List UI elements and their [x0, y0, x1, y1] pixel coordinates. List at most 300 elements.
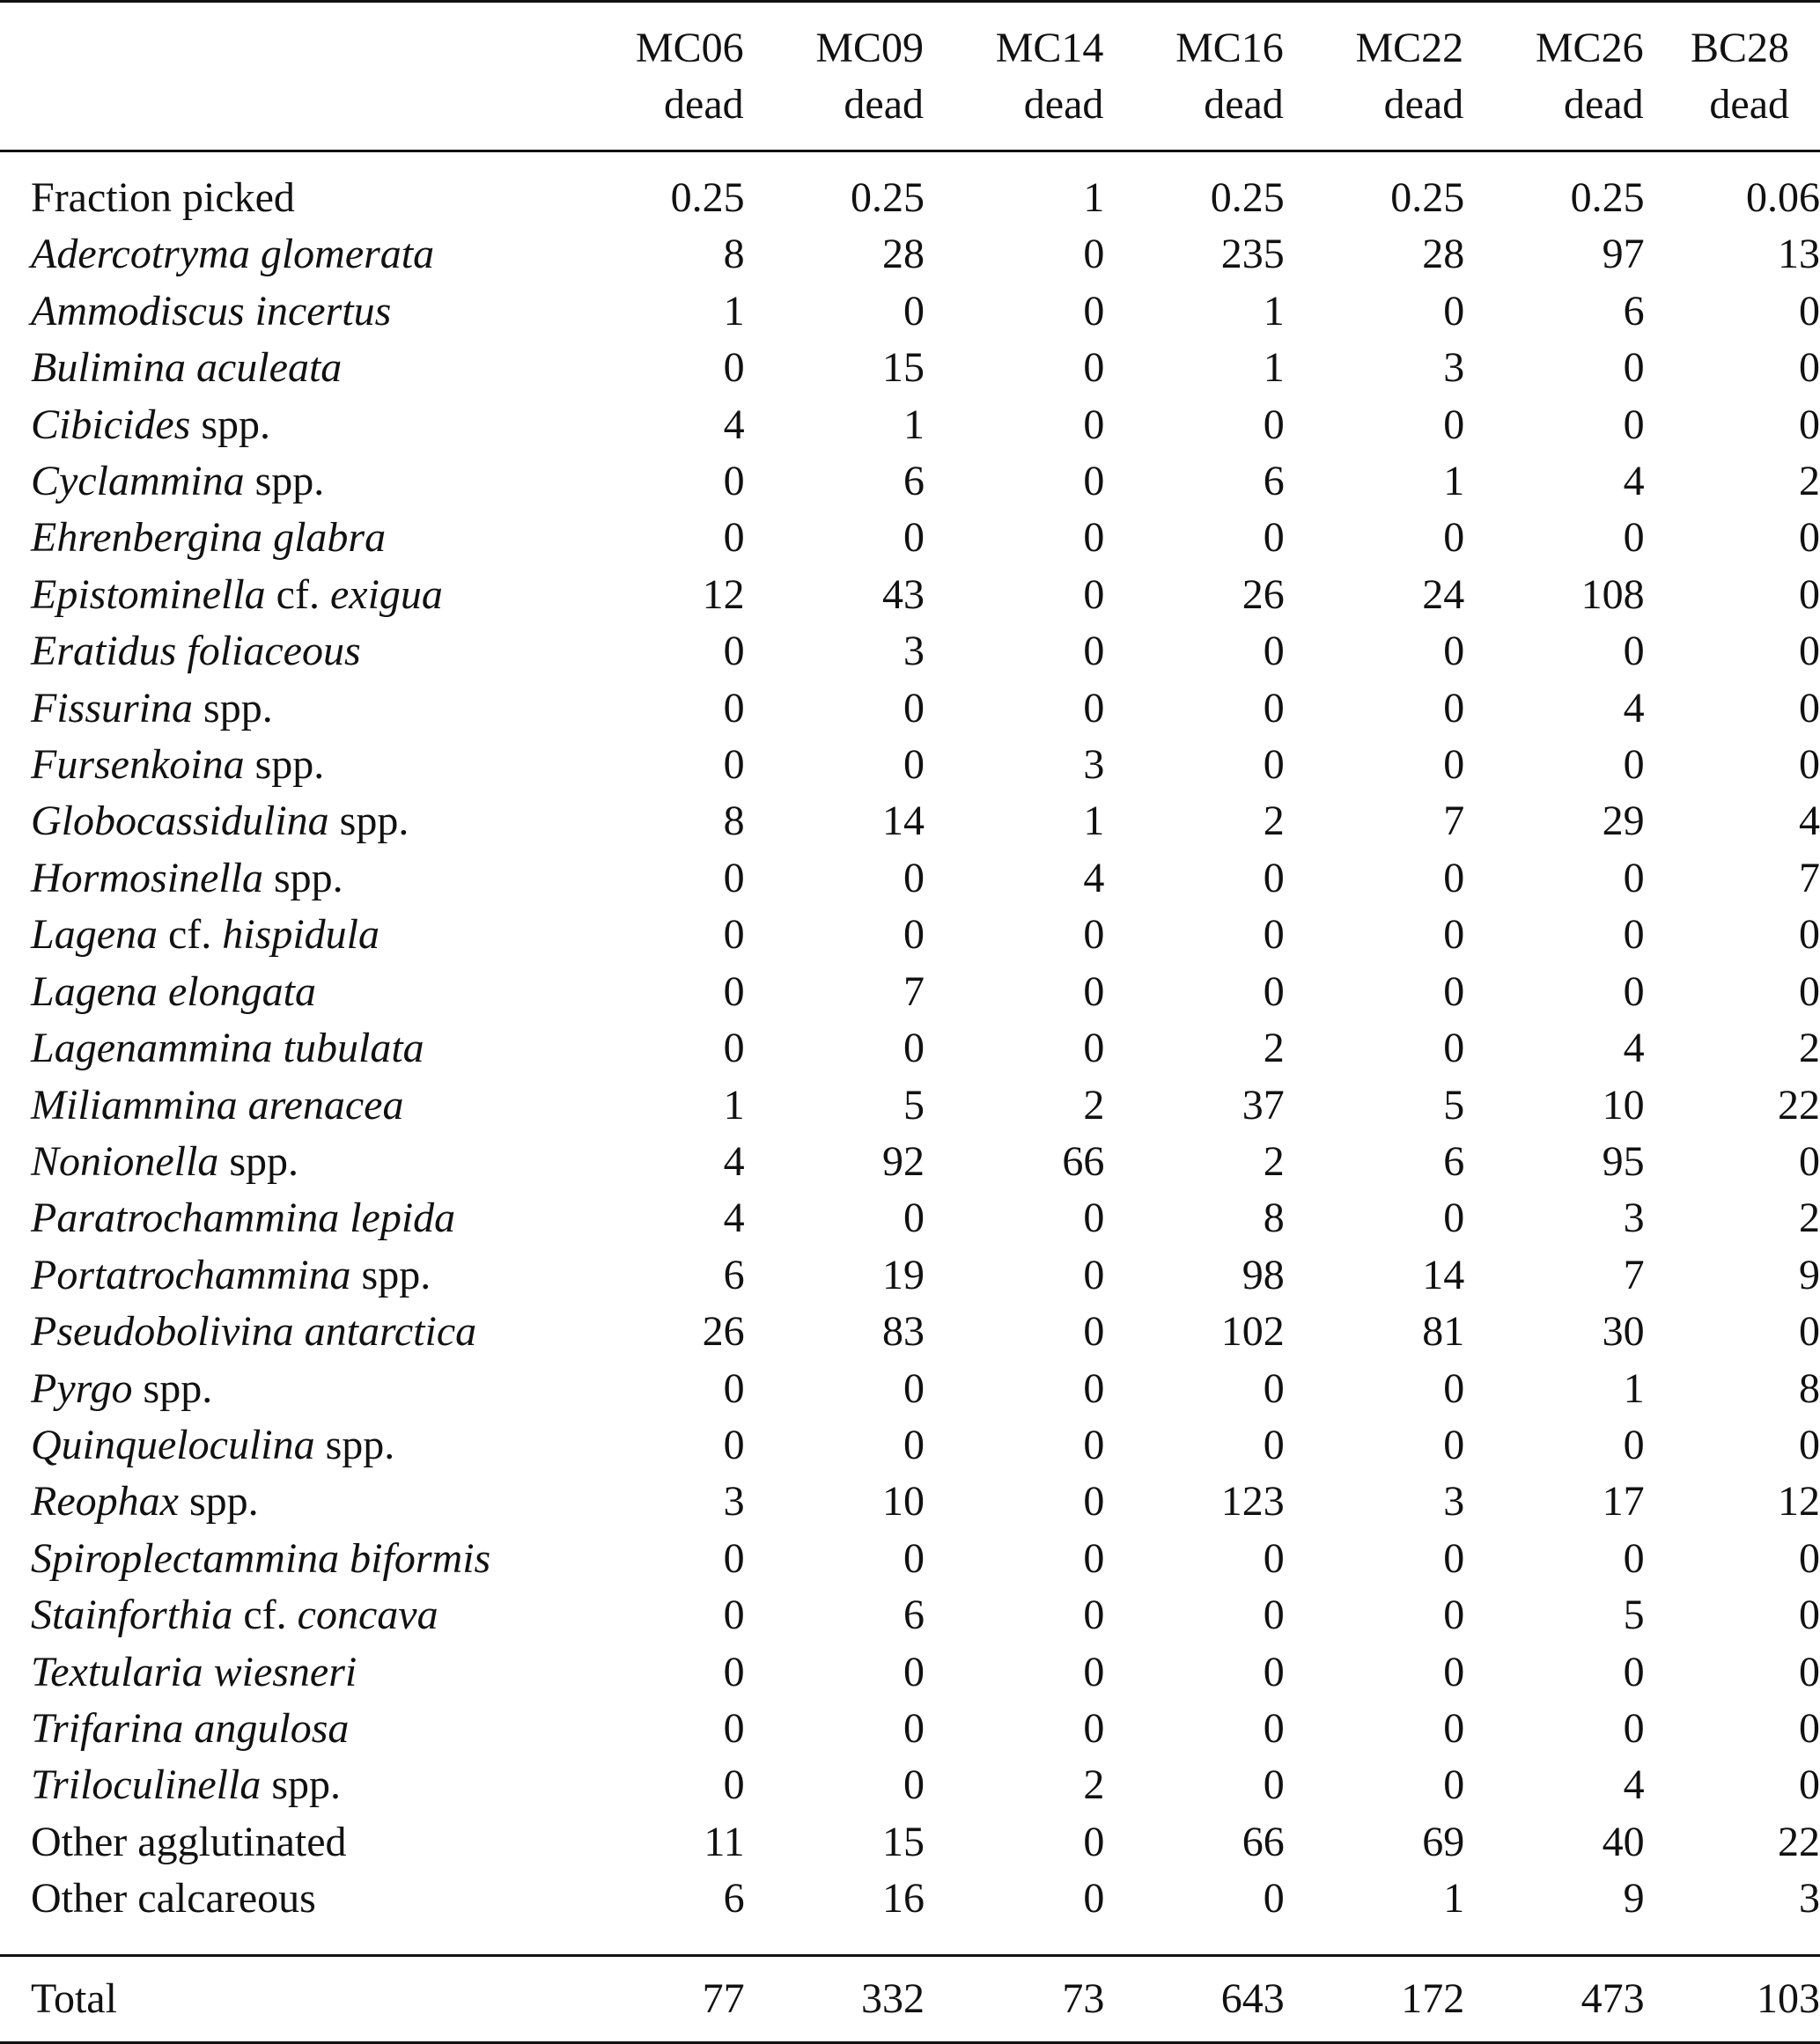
species-name-cell — [0, 1304, 564, 1360]
table-row — [0, 737, 1820, 793]
count-cell: 123 — [1220, 1478, 1285, 1526]
count-cell: 13 — [1778, 231, 1820, 278]
table-row — [0, 1871, 1820, 1955]
species-name-cell — [0, 510, 564, 566]
count-cell: 0 — [1799, 1592, 1820, 1639]
header-station: MC06 — [635, 25, 744, 71]
species-name-cell — [0, 907, 564, 963]
count-cell: 0 — [1443, 684, 1465, 732]
count-cell: 0 — [1799, 1137, 1820, 1185]
table-row — [0, 1644, 1820, 1701]
taxon-name-text: spp. — [314, 1421, 395, 1468]
count-cell: 2 — [1083, 1081, 1105, 1129]
count-cell: 0 — [1443, 628, 1465, 675]
header-column — [925, 2, 1104, 151]
count-cell: 0 — [903, 287, 925, 335]
taxon-name-italic: Fursenkoina — [31, 741, 245, 789]
count-cell: 0 — [1623, 741, 1645, 789]
count-cell: 6 — [723, 1875, 745, 1923]
count-cell: 0.25 — [1390, 174, 1465, 221]
count-cell: 7 — [1623, 1251, 1645, 1298]
species-name-cell — [0, 1701, 564, 1757]
count-cell: 0 — [903, 1761, 925, 1809]
table-row — [0, 453, 1820, 510]
species-name-cell — [0, 1474, 564, 1530]
count-cell: 0 — [723, 628, 745, 675]
header-column — [1645, 2, 1820, 151]
count-cell: 0 — [1623, 854, 1645, 901]
taxon-name-italic: Paratrochammina lepida — [31, 1195, 456, 1242]
count-cell: 26 — [1242, 570, 1285, 618]
count-cell: 28 — [1422, 231, 1465, 278]
species-name-cell — [0, 340, 564, 396]
count-cell: 8 — [723, 798, 745, 845]
table-row — [0, 1531, 1820, 1587]
count-cell: 0 — [1799, 570, 1820, 618]
count-cell: 0 — [1083, 287, 1105, 335]
count-cell: 0 — [723, 911, 745, 959]
count-cell: 14 — [882, 798, 925, 845]
total-value: 172 — [1285, 1955, 1464, 2042]
count-cell: 0 — [1083, 1364, 1105, 1412]
species-name-cell — [0, 1871, 564, 1955]
header-column — [1464, 2, 1644, 151]
count-cell: 0 — [1443, 1534, 1465, 1582]
table-row — [0, 1020, 1820, 1077]
taxon-name-text: cf. — [232, 1592, 298, 1639]
count-cell: 0 — [903, 741, 925, 789]
count-cell: 0 — [1083, 1308, 1105, 1356]
taxon-name-italic: Nonionella — [31, 1137, 219, 1185]
count-cell: 0 — [1799, 967, 1820, 1015]
taxon-name-text: spp. — [218, 1137, 299, 1185]
total-value: 332 — [745, 1955, 925, 2042]
total-value: 77 — [564, 1955, 744, 2042]
count-cell: 1 — [1263, 344, 1285, 392]
count-cell: 29 — [1602, 798, 1645, 845]
header-station: MC16 — [1175, 25, 1284, 71]
table-row — [0, 1814, 1820, 1871]
taxon-name-italic: Spiroplectammina biformis — [31, 1534, 491, 1582]
taxon-name-italic: Eratidus foliaceous — [31, 628, 361, 675]
header-station: MC22 — [1355, 25, 1464, 71]
count-cell: 0 — [1263, 628, 1285, 675]
species-name-cell — [0, 1247, 564, 1304]
table-row — [0, 340, 1820, 396]
count-cell: 4 — [723, 1137, 745, 1185]
count-cell: 0 — [1263, 1648, 1285, 1695]
count-cell: 24 — [1422, 570, 1465, 618]
count-cell: 6 — [903, 1592, 925, 1639]
taxon-name-italic: Stainforthia — [31, 1592, 233, 1639]
header-status: dead — [1023, 81, 1104, 128]
count-cell: 4 — [723, 401, 745, 448]
table-row — [0, 1190, 1820, 1246]
taxon-name-italic: Pseudobolivina antarctica — [31, 1308, 477, 1356]
count-cell: 0 — [1443, 1592, 1465, 1639]
count-cell: 108 — [1581, 570, 1645, 618]
table-row — [0, 1247, 1820, 1304]
count-cell: 1 — [1263, 287, 1285, 335]
taxon-name-text: spp. — [190, 401, 270, 448]
count-cell: 0 — [723, 1025, 745, 1072]
count-cell: 1 — [1083, 798, 1105, 845]
taxon-name-text: Other calcareous — [31, 1875, 316, 1923]
count-cell: 1 — [1083, 174, 1105, 221]
count-cell: 0 — [1443, 741, 1465, 789]
count-cell: 0 — [1263, 1534, 1285, 1582]
count-cell: 0 — [1263, 514, 1285, 562]
count-cell: 0 — [1083, 514, 1105, 562]
count-cell: 0 — [723, 458, 745, 505]
total-value: 73 — [925, 1955, 1104, 2042]
count-cell: 0 — [1799, 628, 1820, 675]
count-cell: 0 — [1443, 1025, 1465, 1072]
count-cell: 0 — [1083, 1195, 1105, 1242]
taxon-name-text: Fraction picked — [31, 174, 295, 221]
table-row — [0, 1134, 1820, 1190]
count-cell: 6 — [1623, 287, 1645, 335]
count-cell: 0 — [1263, 1421, 1285, 1468]
species-name-cell — [0, 793, 564, 849]
species-name-cell — [0, 1531, 564, 1587]
count-cell: 4 — [1623, 458, 1645, 505]
count-cell: 0 — [723, 741, 745, 789]
table-row — [0, 680, 1820, 737]
count-cell: 1 — [723, 1081, 745, 1129]
count-cell: 0 — [1083, 458, 1105, 505]
count-cell: 5 — [1443, 1081, 1465, 1129]
count-cell: 0 — [1443, 1761, 1465, 1809]
count-cell: 0 — [1083, 570, 1105, 618]
count-cell: 0 — [1799, 1308, 1820, 1356]
species-name-cell — [0, 623, 564, 680]
taxon-name-italic: concava — [297, 1592, 438, 1639]
header-column — [1285, 2, 1464, 151]
count-cell: 0 — [1083, 344, 1105, 392]
count-cell: 10 — [1602, 1081, 1645, 1129]
taxon-name-text: spp. — [328, 798, 409, 845]
count-cell: 12 — [1778, 1478, 1820, 1526]
count-cell: 0 — [903, 1704, 925, 1752]
header-station: MC26 — [1535, 25, 1644, 71]
total-row — [0, 1955, 1820, 2042]
count-cell: 1 — [723, 287, 745, 335]
taxon-name-text: spp. — [193, 684, 273, 732]
count-cell: 6 — [1263, 458, 1285, 505]
count-cell: 0 — [1443, 1704, 1465, 1752]
taxon-name-text: spp. — [244, 458, 325, 505]
count-cell: 30 — [1602, 1308, 1645, 1356]
count-cell: 0 — [1799, 911, 1820, 959]
count-cell: 66 — [1242, 1818, 1285, 1865]
count-cell: 0 — [1443, 1421, 1465, 1468]
count-cell: 0 — [1083, 1704, 1105, 1752]
count-cell: 0 — [1623, 1534, 1645, 1582]
count-cell: 0 — [723, 514, 745, 562]
table-row — [0, 1304, 1820, 1360]
count-cell: 0 — [903, 1025, 925, 1072]
taxon-name-text: spp. — [244, 741, 325, 789]
count-cell: 15 — [882, 344, 925, 392]
count-cell: 10 — [882, 1478, 925, 1526]
count-cell: 0 — [1623, 344, 1645, 392]
taxon-name-italic: Pyrgo — [31, 1364, 133, 1412]
table-row — [0, 1757, 1820, 1813]
header-row — [0, 2, 1820, 151]
count-cell: 0 — [1083, 1421, 1105, 1468]
count-cell: 0 — [1263, 1364, 1285, 1412]
taxon-name-italic: hispidula — [222, 911, 379, 959]
count-cell: 0 — [723, 1421, 745, 1468]
taxon-name-text: spp. — [261, 1761, 342, 1809]
table-row — [0, 907, 1820, 963]
count-cell: 0 — [723, 344, 745, 392]
count-cell: 0 — [1799, 1704, 1820, 1752]
taxon-name-italic: Epistominella — [31, 570, 266, 618]
count-cell: 0 — [1083, 1875, 1105, 1923]
count-cell: 0 — [1263, 401, 1285, 448]
count-cell: 0 — [1263, 1875, 1285, 1923]
count-cell: 0 — [903, 1534, 925, 1582]
table-row — [0, 283, 1820, 340]
count-cell: 0 — [1083, 628, 1105, 675]
count-cell: 0 — [1083, 1818, 1105, 1865]
count-cell: 0 — [723, 854, 745, 901]
count-cell: 3 — [1443, 344, 1465, 392]
taxon-name-text: Other agglutinated — [31, 1818, 347, 1865]
taxon-name-italic: Bulimina aculeata — [31, 344, 343, 392]
taxon-name-italic: Trifarina angulosa — [31, 1704, 350, 1752]
count-cell: 66 — [1062, 1137, 1105, 1185]
count-cell: 97 — [1602, 231, 1645, 278]
count-cell: 0 — [1799, 344, 1820, 392]
count-cell: 98 — [1242, 1251, 1285, 1298]
count-cell: 0 — [1443, 911, 1465, 959]
count-cell: 0 — [723, 1704, 745, 1752]
count-cell: 0 — [1623, 514, 1645, 562]
count-cell: 7 — [903, 967, 925, 1015]
count-cell: 0 — [903, 1648, 925, 1695]
count-cell: 28 — [882, 231, 925, 278]
count-cell: 0 — [1083, 401, 1105, 448]
count-cell: 0 — [1263, 684, 1285, 732]
table-row — [0, 567, 1820, 623]
count-cell: 0 — [1799, 401, 1820, 448]
count-cell: 9 — [1799, 1251, 1820, 1298]
count-cell: 0 — [1083, 231, 1105, 278]
count-cell: 4 — [1623, 1025, 1645, 1072]
species-name-cell — [0, 1644, 564, 1701]
count-cell: 22 — [1778, 1081, 1820, 1129]
count-cell: 0 — [1443, 967, 1465, 1015]
species-name-cell — [0, 1757, 564, 1813]
table-row — [0, 793, 1820, 849]
table-row — [0, 1077, 1820, 1134]
count-cell: 0 — [903, 1364, 925, 1412]
species-name-cell — [0, 964, 564, 1020]
taxon-name-text: spp. — [263, 854, 343, 901]
species-name-cell — [0, 1814, 564, 1871]
species-name-cell — [0, 1020, 564, 1077]
header-station: BC28 — [1690, 25, 1789, 71]
count-cell: 3 — [1443, 1478, 1465, 1526]
taxon-name-italic: Lagenammina tubulata — [31, 1025, 424, 1072]
species-name-cell — [0, 1361, 564, 1417]
count-cell: 12 — [702, 570, 745, 618]
count-cell: 4 — [1799, 798, 1820, 845]
table-row — [0, 1474, 1820, 1530]
count-cell: 0 — [1263, 854, 1285, 901]
count-cell: 0 — [1623, 967, 1645, 1015]
table-header — [0, 2, 1820, 151]
count-cell: 0 — [1623, 1704, 1645, 1752]
count-cell: 0 — [723, 1534, 745, 1582]
count-cell: 0 — [723, 1592, 745, 1639]
count-cell: 0 — [1083, 967, 1105, 1015]
count-cell: 15 — [882, 1818, 925, 1865]
count-cell: 92 — [882, 1137, 925, 1185]
count-cell: 1 — [1623, 1364, 1645, 1412]
count-cell: 0 — [1443, 287, 1465, 335]
taxon-name-italic: Fissurina — [31, 684, 194, 732]
taxon-name-italic: Hormosinella — [31, 854, 263, 901]
taxon-name-text: spp. — [350, 1251, 431, 1298]
header-status: dead — [1709, 81, 1789, 128]
count-cell: 0.06 — [1746, 174, 1820, 221]
total-value: 643 — [1104, 1955, 1284, 2042]
count-cell: 0 — [1083, 1025, 1105, 1072]
count-cell: 0 — [1083, 684, 1105, 732]
count-cell: 0 — [1443, 514, 1465, 562]
header-column — [745, 2, 925, 151]
count-cell: 26 — [702, 1308, 745, 1356]
count-cell: 2 — [1799, 1025, 1820, 1072]
count-cell: 102 — [1220, 1308, 1285, 1356]
count-cell: 0 — [1623, 401, 1645, 448]
count-cell: 0 — [723, 1761, 745, 1809]
species-name-cell — [0, 453, 564, 510]
table-row — [0, 1701, 1820, 1757]
count-cell: 3 — [1799, 1875, 1820, 1923]
count-cell: 3 — [723, 1478, 745, 1526]
count-cell: 0 — [903, 1195, 925, 1242]
table-row — [0, 1417, 1820, 1474]
taxon-name-italic: Miliammina arenacea — [31, 1081, 404, 1129]
count-cell: 40 — [1602, 1818, 1645, 1865]
count-cell: 235 — [1220, 231, 1285, 278]
count-cell: 0 — [1263, 911, 1285, 959]
taxon-name-italic: Portatrochammina — [31, 1251, 351, 1298]
species-name-cell — [0, 680, 564, 737]
count-cell: 0.25 — [1570, 174, 1645, 221]
table-row — [0, 510, 1820, 566]
count-cell: 0 — [1263, 1592, 1285, 1639]
count-cell: 1 — [1443, 458, 1465, 505]
taxon-name-italic: Reophax — [31, 1478, 179, 1526]
total-value: 473 — [1464, 1955, 1644, 2042]
count-cell: 19 — [882, 1251, 925, 1298]
header-status: dead — [844, 81, 925, 128]
taxon-name-italic: Cyclammina — [31, 458, 245, 505]
count-cell: 0 — [903, 911, 925, 959]
header-species-blank — [0, 2, 564, 151]
count-cell: 83 — [882, 1308, 925, 1356]
count-cell: 8 — [1263, 1195, 1285, 1242]
count-cell: 0 — [1083, 1478, 1105, 1526]
count-cell: 0 — [723, 1364, 745, 1412]
count-cell: 0 — [1083, 1534, 1105, 1582]
species-name-cell — [0, 397, 564, 453]
taxon-name-italic: Adercotryma glomerata — [31, 231, 435, 278]
header-status: dead — [1563, 81, 1644, 128]
count-cell: 8 — [1799, 1364, 1820, 1412]
count-cell: 1 — [1443, 1875, 1465, 1923]
table-row — [0, 623, 1820, 680]
count-cell: 0 — [903, 514, 925, 562]
taxon-name-text: cf. — [265, 570, 330, 618]
table-row — [0, 1361, 1820, 1417]
count-cell: 2 — [1799, 458, 1820, 505]
count-cell: 3 — [903, 628, 925, 675]
count-cell: 81 — [1422, 1308, 1465, 1356]
count-cell: 5 — [1623, 1592, 1645, 1639]
count-cell: 0 — [1799, 1648, 1820, 1695]
header-station: MC09 — [815, 25, 925, 71]
taxon-name-italic: Ammodiscus incertus — [31, 287, 392, 335]
count-cell: 43 — [882, 570, 925, 618]
count-cell: 1 — [903, 401, 925, 448]
species-name-cell — [0, 151, 564, 227]
count-cell: 0 — [1799, 1761, 1820, 1809]
count-cell: 0.25 — [670, 174, 745, 221]
count-cell: 0 — [1083, 1648, 1105, 1695]
count-cell: 6 — [1443, 1137, 1465, 1185]
count-cell: 0 — [1623, 911, 1645, 959]
header-column — [564, 2, 744, 151]
count-cell: 0 — [1799, 514, 1820, 562]
count-cell: 0 — [723, 684, 745, 732]
table-row — [0, 397, 1820, 453]
table-row — [0, 964, 1820, 1020]
count-cell: 8 — [723, 231, 745, 278]
count-cell: 2 — [1799, 1195, 1820, 1242]
taxon-name-text: spp. — [132, 1364, 213, 1412]
species-name-cell — [0, 567, 564, 623]
count-cell: 0 — [1443, 1195, 1465, 1242]
count-cell: 0 — [723, 1648, 745, 1695]
count-cell: 0 — [1799, 1534, 1820, 1582]
count-cell: 6 — [723, 1251, 745, 1298]
count-cell: 0 — [1263, 967, 1285, 1015]
taxon-name-italic: exigua — [329, 570, 443, 618]
count-cell: 0 — [1799, 684, 1820, 732]
count-cell: 0.25 — [1210, 174, 1285, 221]
taxon-name-italic: Textularia wiesneri — [31, 1648, 357, 1695]
table-row — [0, 226, 1820, 283]
count-cell: 0.25 — [851, 174, 925, 221]
taxon-name-italic: Lagena — [31, 911, 158, 959]
count-cell: 7 — [1799, 854, 1820, 901]
count-cell: 37 — [1242, 1081, 1285, 1129]
count-cell: 0 — [1083, 1251, 1105, 1298]
taxon-name-text: cf. — [158, 911, 223, 959]
species-name-cell — [0, 737, 564, 793]
count-cell: 6 — [903, 458, 925, 505]
count-cell: 7 — [1443, 798, 1465, 845]
taxon-name-italic: Ehrenbergina glabra — [31, 514, 387, 562]
count-cell: 95 — [1602, 1137, 1645, 1185]
